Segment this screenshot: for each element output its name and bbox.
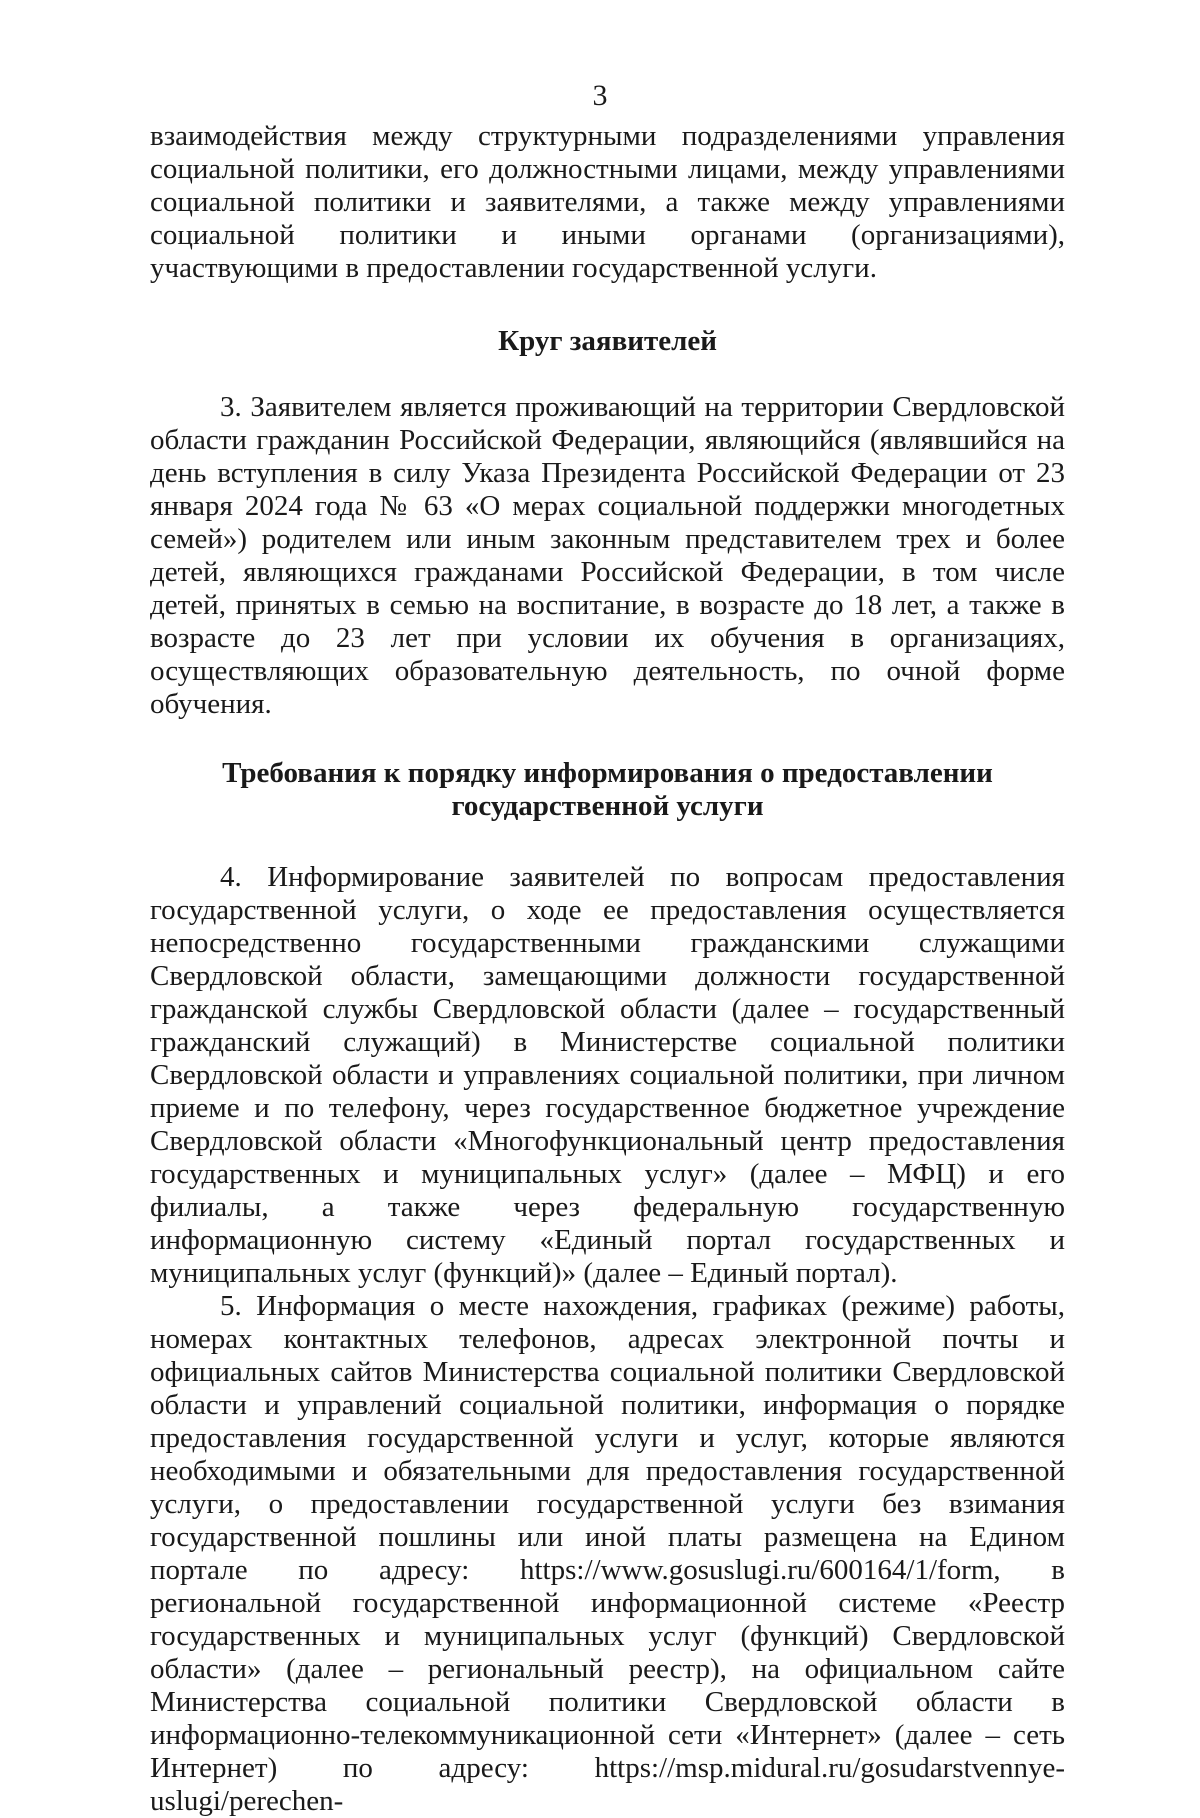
paragraph-5: 5. Информация о месте нахождения, графиках (режиме) работы, номерах контактных телефонов, адресах электронной почты и официальных сайтов Министерства социальной политики Свердловской области и управлений социальной политики, информация о порядке предоставления государственной услуги и услуг, которые являются необходимыми и обязательными для предоставления государственной услуги, о предоставлении государственной услуги без взимания государственной пошлины или иной платы размещена на Едином портале по адресу: https://www.gosuslugi.ru/600164/1/form, в региональной государственной информационной системе «Реестр государственных и муниципальных услуг (функций) Свердловской области» (далее – региональный реестр), на официальном сайте Министерства социальной политики Свердловской области в информационно-телекоммуникационной сети «Интернет» (далее – сеть Интернет) по адресу: https://msp.midural.ru/gosudarstvennye-uslugi/perechen- (150, 1290, 1065, 1817)
paragraph-4: 4. Информирование заявителей по вопросам предоставления государственной услуги, о ходе ее предоставления осуществляется непосредственно государственными гражданскими служащими Свердловской области, замещающими должности государственной гражданской службы Свердловской области (далее – государственный гражданский служащий) в Министерстве социальной политики Свердловской области и управлениях социальной политики, при личном приеме и по телефону, через государственное бюджетное учреждение Свердловской области «Многофункциональный центр предоставления государственных и муниципальных услуг» (далее – МФЦ) и его филиалы, а также через федеральную государственную информационную систему «Единый портал государственных и муниципальных услуг (функций)» (далее – Единый портал). (150, 861, 1065, 1289)
paragraph-3: 3. Заявителем является проживающий на территории Свердловской области гражданин Российской Федерации, являющийся (являвшийся на день вступления в силу Указа Президента Российской Федерации от 23 января 2024 года № 63 «О мерах социальной поддержки многодетных семей») родителем или иным законным представителем трех и более детей, являющихся гражданами Российской Федерации, в том числе детей, принятых в семью на воспитание, в возрасте до 18 лет, а также в возрасте до 23 лет при условии их обучения в организациях, осуществляющих образовательную деятельность, по очной форме обучения. (150, 391, 1065, 720)
section-heading-line-2: государственной услуги (451, 790, 764, 822)
section-heading-applicants: Круг заявителей (498, 325, 717, 357)
intro-paragraph: взаимодействия между структурными подразделениями управления социальной политики, его должностными лицами, между управлениями социальной политики и заявителями, а также между управлениями социальной политики и иными органами (организациями), участвующими в предоставлении государственной услуги. (150, 120, 1065, 284)
section-heading-line-1: Требования к порядку информирования о предоставлении (222, 757, 993, 789)
section-heading-information-requirements (150, 757, 1065, 823)
page-number: 3 (592, 79, 608, 112)
document-body (150, 120, 1065, 1818)
